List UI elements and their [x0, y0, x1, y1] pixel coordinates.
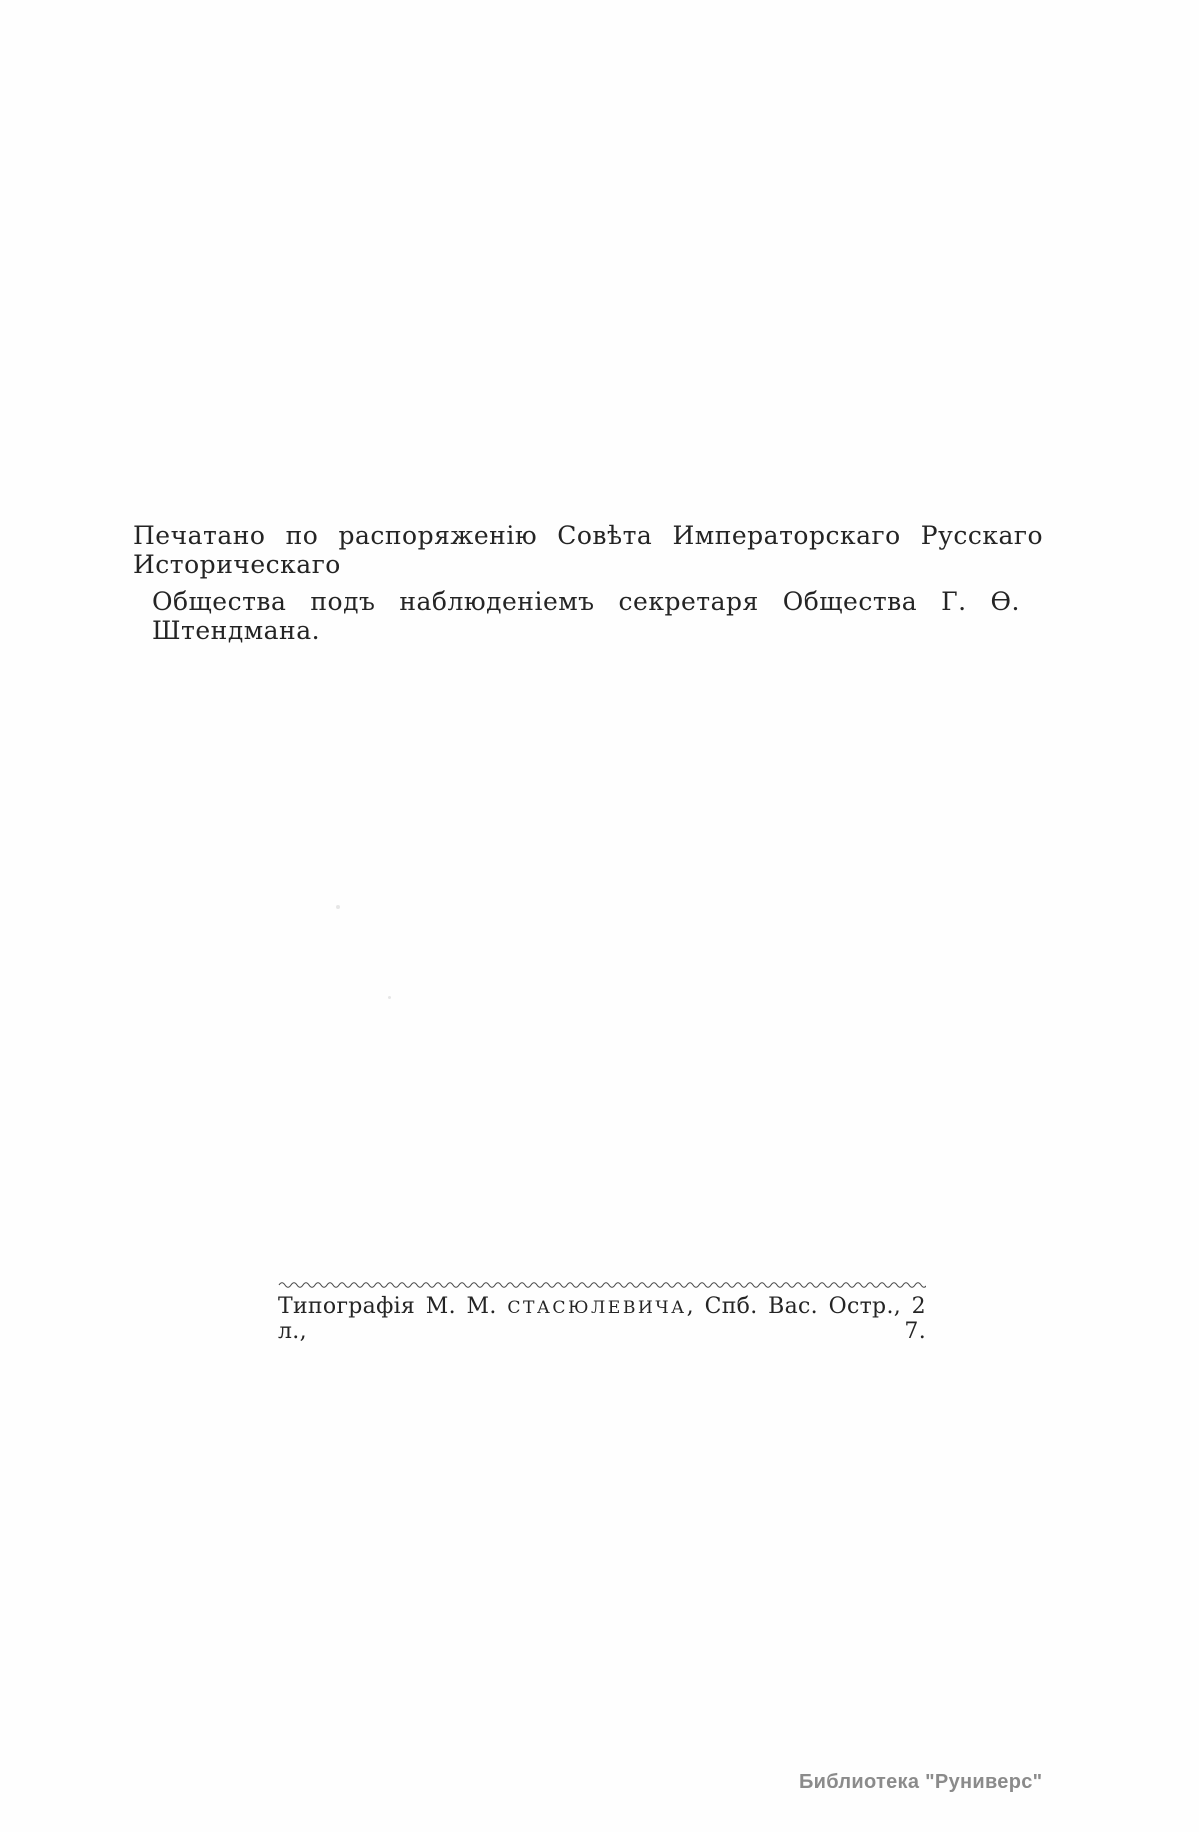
printing-notice-line-2: Общества подъ наблюденіемъ секретаря Общества Г. Ѳ. Штендмана. [152, 587, 1020, 645]
imprint-line [278, 1294, 926, 1344]
library-watermark: Библиотека "Руниверс" [799, 1771, 1043, 1793]
imprint-suffix: , Спб. Вас. Остр., 2 л., 7. [278, 1294, 926, 1344]
scan-speck [388, 996, 391, 999]
imprint-prefix: Типографія М. М. [278, 1294, 497, 1319]
scan-speck [336, 905, 340, 909]
wavy-rule [278, 1279, 926, 1291]
printing-notice-line-1: Печатано по распоряженію Совѣта Императорскаго Русскаго Историческаго [133, 521, 1043, 579]
printer-name: СТАСЮЛЕВИЧА [507, 1298, 687, 1318]
